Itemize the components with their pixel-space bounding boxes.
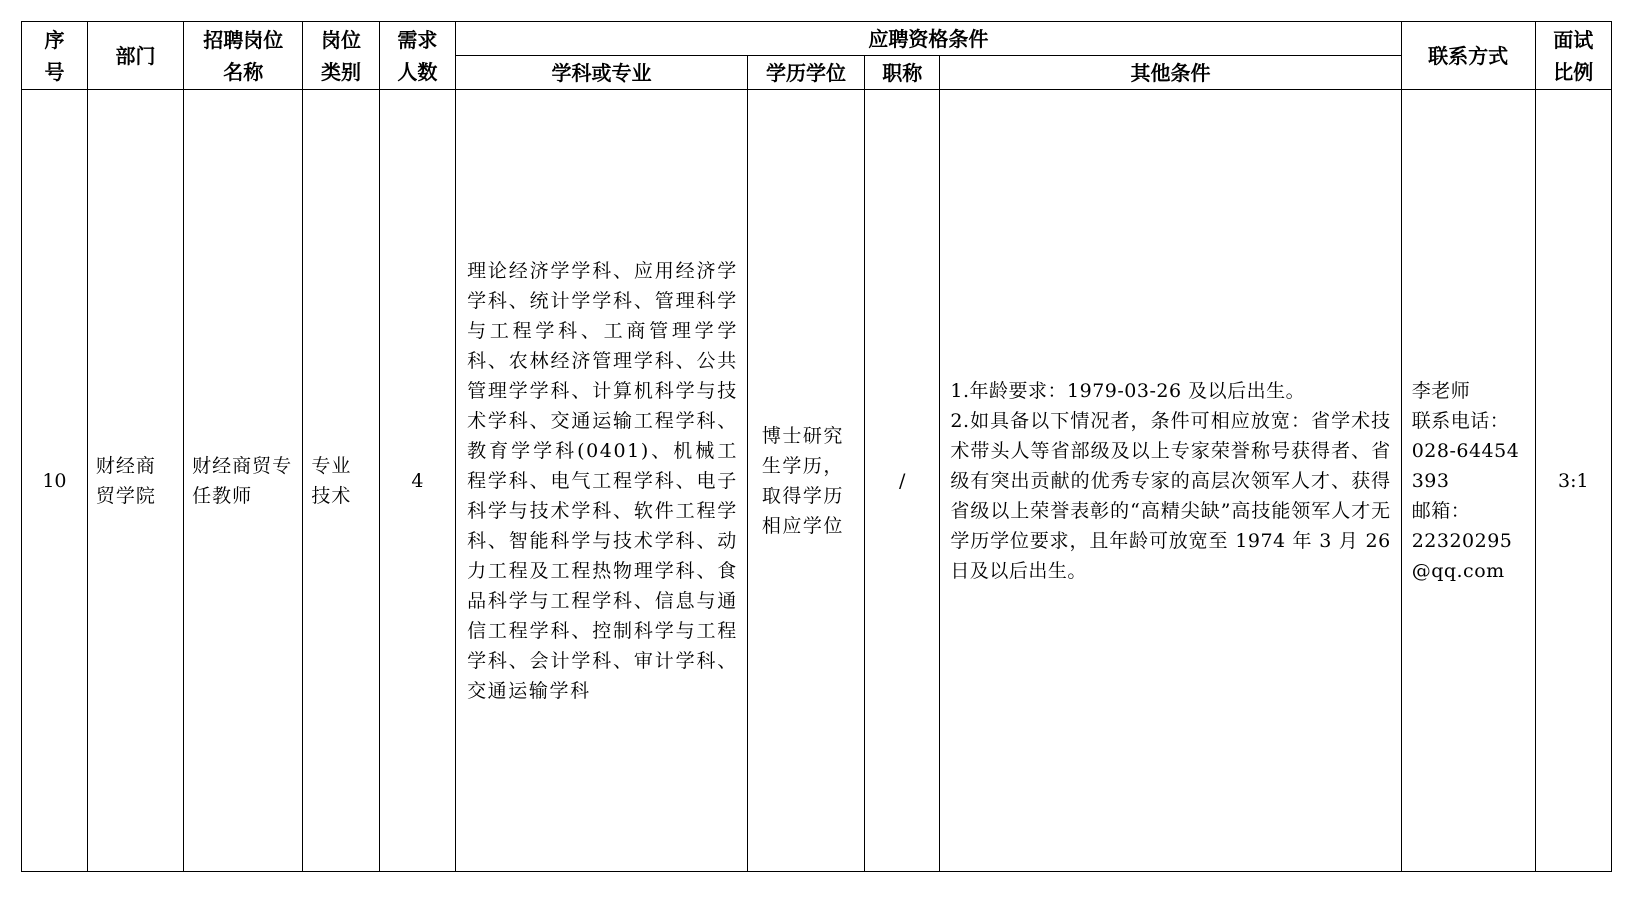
header-other: 其他条件: [940, 56, 1401, 90]
cell-seq: 10: [22, 90, 88, 872]
cell-degree: 博士研究生学历，取得学历相应学位: [747, 90, 864, 872]
header-row-1: [22, 22, 1612, 56]
table-row: [22, 90, 1612, 872]
other-condition-1: 1.年龄要求：1979-03-26 及以后出生。: [950, 379, 1306, 402]
recruitment-table: [21, 21, 1612, 872]
header-post-name: 招聘岗位 名称: [184, 22, 303, 90]
header-qualification: 应聘资格条件: [456, 22, 1402, 56]
contact-email-label: 邮箱：: [1411, 499, 1471, 522]
header-count: 需求 人数: [379, 22, 455, 90]
cell-subject: 理论经济学学科、应用经济学学科、统计学学科、管理科学与工程学科、工商管理学学科、农林经济管理学科、公共管理学学科、计算机科学与技术学科、交通运输工程学科、教育学学科(0401)、机械工程学科、电气工程学科、电子科学与技术学科、软件工程学科、智能科学与技术学科、动力工程及工程热物理学科、食品科学与工程学科、信息与通信工程学科、控制科学与工程学科、会计学科、审计学科、交通运输学科: [456, 90, 748, 872]
cell-other: [940, 90, 1401, 872]
cell-interview-ratio: 3:1: [1535, 90, 1611, 872]
cell-department: 财经商贸学院: [87, 90, 183, 872]
cell-post-name: 财经商贸专任教师: [184, 90, 303, 872]
header-department: 部门: [87, 22, 183, 90]
header-title: 职称: [865, 56, 940, 90]
contact-email: 22320295@qq.com: [1411, 529, 1513, 582]
recruitment-sheet: [21, 21, 1612, 872]
contact-phone: 028-64454393: [1411, 439, 1520, 492]
header-degree: 学历学位: [747, 56, 864, 90]
header-subject: 学科或专业: [456, 56, 748, 90]
header-seq: 序 号: [22, 22, 88, 90]
header-contact: 联系方式: [1401, 22, 1535, 90]
cell-contact: [1401, 90, 1535, 872]
header-interview-ratio: 面试 比例: [1535, 22, 1611, 90]
cell-post-type: 专业技术: [303, 90, 379, 872]
header-post-type: 岗位 类别: [303, 22, 379, 90]
cell-title: /: [865, 90, 940, 872]
cell-count: 4: [379, 90, 455, 872]
other-condition-2: 2.如具备以下情况者，条件可相应放宽：省学术技术带头人等省部级及以上专家荣誉称号获得者、省级有突出贡献的优秀专家的高层次领军人才、获得省级以上荣誉表彰的“高精尖缺”高技能领军人才无学历学位要求，且年龄可放宽至 1974 年 3 月 26 日及以后出生。: [950, 409, 1391, 582]
contact-phone-label: 联系电话：: [1411, 409, 1510, 432]
contact-name: 李老师: [1411, 379, 1471, 402]
